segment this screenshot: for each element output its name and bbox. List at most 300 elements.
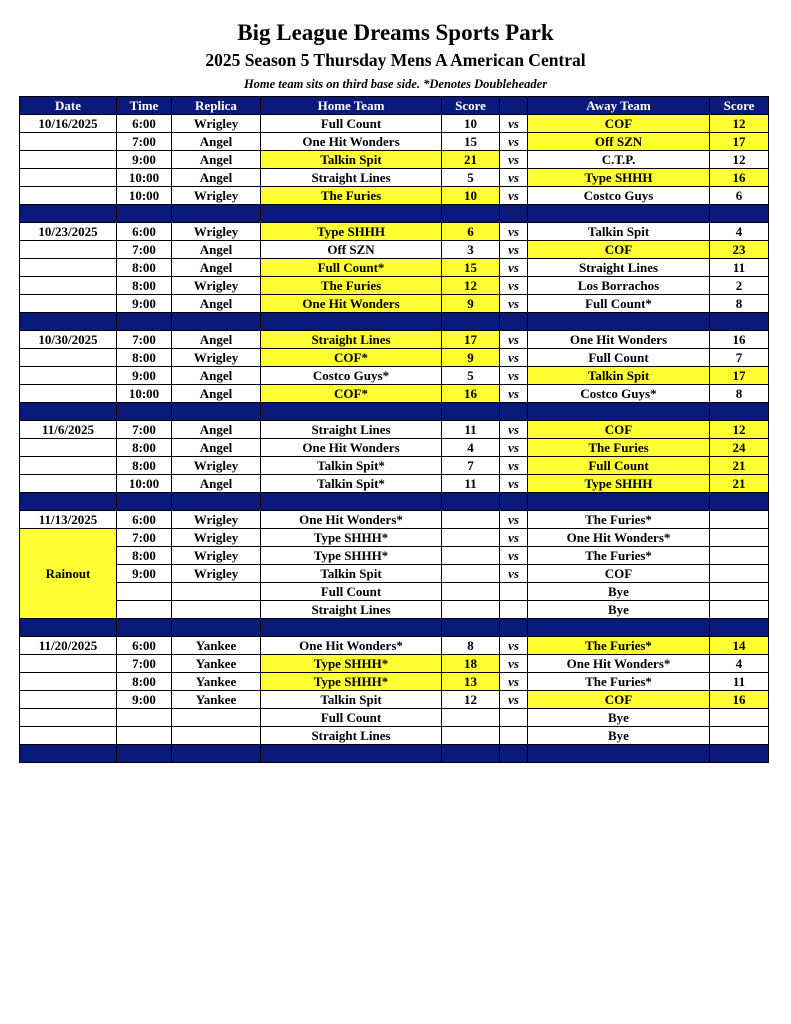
vs-label: vs bbox=[500, 277, 528, 295]
header-replica: Replica bbox=[172, 97, 261, 115]
game-date-empty bbox=[20, 277, 117, 295]
away-score bbox=[710, 727, 769, 745]
separator-cell bbox=[261, 745, 442, 763]
away-score: 12 bbox=[710, 151, 769, 169]
game-field: Angel bbox=[172, 133, 261, 151]
table-row bbox=[20, 583, 769, 601]
separator-cell bbox=[442, 745, 500, 763]
away-team: COF bbox=[528, 115, 710, 133]
table-header-row bbox=[20, 97, 769, 115]
home-team: One Hit Wonders bbox=[261, 439, 442, 457]
separator-cell bbox=[500, 205, 528, 223]
game-field: Angel bbox=[172, 259, 261, 277]
game-date-empty bbox=[20, 457, 117, 475]
separator-cell bbox=[710, 205, 769, 223]
away-score: 2 bbox=[710, 277, 769, 295]
table-row bbox=[20, 421, 769, 439]
home-team: Type SHHH bbox=[261, 223, 442, 241]
home-team: Straight Lines bbox=[261, 169, 442, 187]
away-team: Talkin Spit bbox=[528, 223, 710, 241]
away-score: 4 bbox=[710, 655, 769, 673]
game-time: 6:00 bbox=[117, 511, 172, 529]
home-team: Type SHHH* bbox=[261, 673, 442, 691]
away-score bbox=[710, 601, 769, 619]
header-home-team: Home Team bbox=[261, 97, 442, 115]
away-score: 23 bbox=[710, 241, 769, 259]
game-time: 10:00 bbox=[117, 385, 172, 403]
home-score: 8 bbox=[442, 637, 500, 655]
home-team: Talkin Spit bbox=[261, 151, 442, 169]
vs-label: vs bbox=[500, 259, 528, 277]
away-score: 12 bbox=[710, 421, 769, 439]
game-time: 7:00 bbox=[117, 133, 172, 151]
home-score: 15 bbox=[442, 133, 500, 151]
week-separator bbox=[20, 619, 769, 637]
game-date: 11/20/2025 bbox=[20, 637, 117, 655]
game-date-empty bbox=[20, 151, 117, 169]
away-team: Talkin Spit bbox=[528, 367, 710, 385]
separator-cell bbox=[442, 313, 500, 331]
home-score: 12 bbox=[442, 691, 500, 709]
away-team: Costco Guys* bbox=[528, 385, 710, 403]
game-time: 8:00 bbox=[117, 547, 172, 565]
game-time: 9:00 bbox=[117, 295, 172, 313]
game-field: Angel bbox=[172, 331, 261, 349]
home-score: 10 bbox=[442, 115, 500, 133]
separator-cell bbox=[117, 619, 172, 637]
home-team: Straight Lines bbox=[261, 601, 442, 619]
away-team: One Hit Wonders* bbox=[528, 529, 710, 547]
game-field: Wrigley bbox=[172, 277, 261, 295]
vs-label bbox=[500, 709, 528, 727]
away-team: Bye bbox=[528, 601, 710, 619]
home-team: One Hit Wonders bbox=[261, 133, 442, 151]
home-team: Full Count* bbox=[261, 259, 442, 277]
game-field bbox=[172, 583, 261, 601]
table-row bbox=[20, 655, 769, 673]
away-team: Full Count bbox=[528, 349, 710, 367]
game-field bbox=[172, 709, 261, 727]
home-score bbox=[442, 565, 500, 583]
home-team: COF* bbox=[261, 349, 442, 367]
table-row bbox=[20, 169, 769, 187]
separator-cell bbox=[500, 745, 528, 763]
home-team: Talkin Spit* bbox=[261, 475, 442, 493]
home-score: 10 bbox=[442, 187, 500, 205]
header-away-score: Score bbox=[710, 97, 769, 115]
home-team: The Furies bbox=[261, 187, 442, 205]
vs-label bbox=[500, 583, 528, 601]
away-team: The Furies* bbox=[528, 547, 710, 565]
game-time: 8:00 bbox=[117, 673, 172, 691]
table-row bbox=[20, 385, 769, 403]
game-field: Wrigley bbox=[172, 547, 261, 565]
game-time bbox=[117, 709, 172, 727]
game-time: 8:00 bbox=[117, 259, 172, 277]
game-time: 9:00 bbox=[117, 691, 172, 709]
home-team: Full Count bbox=[261, 583, 442, 601]
separator-cell bbox=[117, 493, 172, 511]
away-score: 8 bbox=[710, 295, 769, 313]
vs-label: vs bbox=[500, 115, 528, 133]
separator-cell bbox=[528, 313, 710, 331]
separator-cell bbox=[710, 313, 769, 331]
home-team: Off SZN bbox=[261, 241, 442, 259]
vs-label: vs bbox=[500, 637, 528, 655]
away-score bbox=[710, 511, 769, 529]
home-team: Full Count bbox=[261, 709, 442, 727]
vs-label: vs bbox=[500, 475, 528, 493]
vs-label: vs bbox=[500, 349, 528, 367]
vs-label: vs bbox=[500, 421, 528, 439]
week-separator bbox=[20, 205, 769, 223]
home-score bbox=[442, 529, 500, 547]
separator-cell bbox=[20, 745, 117, 763]
game-field: Wrigley bbox=[172, 349, 261, 367]
game-date-empty bbox=[20, 295, 117, 313]
vs-label: vs bbox=[500, 187, 528, 205]
week-separator bbox=[20, 313, 769, 331]
page-title: Big League Dreams Sports Park bbox=[237, 20, 554, 45]
game-field: Angel bbox=[172, 421, 261, 439]
table-row bbox=[20, 529, 769, 547]
separator-cell bbox=[117, 313, 172, 331]
away-team: Full Count* bbox=[528, 295, 710, 313]
separator-cell bbox=[172, 313, 261, 331]
header-away-team: Away Team bbox=[528, 97, 710, 115]
home-score: 9 bbox=[442, 295, 500, 313]
separator-cell bbox=[261, 403, 442, 421]
home-score: 11 bbox=[442, 475, 500, 493]
home-score bbox=[442, 727, 500, 745]
away-score: 17 bbox=[710, 133, 769, 151]
away-team: Los Borrachos bbox=[528, 277, 710, 295]
game-time bbox=[117, 727, 172, 745]
vs-label: vs bbox=[500, 547, 528, 565]
away-score: 8 bbox=[710, 385, 769, 403]
game-time: 8:00 bbox=[117, 277, 172, 295]
header-home-score: Score bbox=[442, 97, 500, 115]
home-score: 15 bbox=[442, 259, 500, 277]
game-date-empty bbox=[20, 655, 117, 673]
game-time: 7:00 bbox=[117, 331, 172, 349]
table-row bbox=[20, 457, 769, 475]
game-date-empty bbox=[20, 475, 117, 493]
away-score: 24 bbox=[710, 439, 769, 457]
game-field: Wrigley bbox=[172, 115, 261, 133]
away-score: 11 bbox=[710, 673, 769, 691]
home-score bbox=[442, 601, 500, 619]
game-time: 9:00 bbox=[117, 565, 172, 583]
home-team: Type SHHH* bbox=[261, 529, 442, 547]
game-date-empty bbox=[20, 241, 117, 259]
game-field: Angel bbox=[172, 169, 261, 187]
separator-cell bbox=[500, 493, 528, 511]
home-team: Talkin Spit* bbox=[261, 457, 442, 475]
vs-label: vs bbox=[500, 565, 528, 583]
table-row bbox=[20, 367, 769, 385]
separator-cell bbox=[500, 403, 528, 421]
away-score bbox=[710, 583, 769, 601]
game-field: Yankee bbox=[172, 691, 261, 709]
game-date-empty bbox=[20, 133, 117, 151]
table-row bbox=[20, 601, 769, 619]
away-team: COF bbox=[528, 565, 710, 583]
separator-cell bbox=[20, 493, 117, 511]
away-score: 21 bbox=[710, 475, 769, 493]
game-time: 9:00 bbox=[117, 367, 172, 385]
rainout-badge: Rainout bbox=[20, 529, 117, 619]
separator-cell bbox=[117, 403, 172, 421]
game-time: 6:00 bbox=[117, 115, 172, 133]
game-time: 10:00 bbox=[117, 475, 172, 493]
away-score bbox=[710, 547, 769, 565]
vs-label: vs bbox=[500, 295, 528, 313]
separator-cell bbox=[20, 313, 117, 331]
separator-cell bbox=[172, 403, 261, 421]
vs-label: vs bbox=[500, 331, 528, 349]
home-score: 13 bbox=[442, 673, 500, 691]
home-team: Type SHHH* bbox=[261, 547, 442, 565]
away-score: 14 bbox=[710, 637, 769, 655]
schedule-body bbox=[20, 115, 769, 763]
home-team: Straight Lines bbox=[261, 727, 442, 745]
away-team: The Furies* bbox=[528, 637, 710, 655]
separator-cell bbox=[442, 205, 500, 223]
away-team: Type SHHH bbox=[528, 169, 710, 187]
vs-label bbox=[500, 727, 528, 745]
game-field: Yankee bbox=[172, 655, 261, 673]
home-team: Full Count bbox=[261, 115, 442, 133]
game-field: Angel bbox=[172, 475, 261, 493]
vs-label: vs bbox=[500, 367, 528, 385]
game-date-empty bbox=[20, 727, 117, 745]
away-team: Full Count bbox=[528, 457, 710, 475]
table-row bbox=[20, 439, 769, 457]
table-row bbox=[20, 565, 769, 583]
separator-cell bbox=[261, 493, 442, 511]
game-field: Angel bbox=[172, 439, 261, 457]
separator-cell bbox=[261, 205, 442, 223]
game-date: 10/30/2025 bbox=[20, 331, 117, 349]
vs-label: vs bbox=[500, 673, 528, 691]
game-date-empty bbox=[20, 187, 117, 205]
game-date: 11/13/2025 bbox=[20, 511, 117, 529]
home-team: One Hit Wonders* bbox=[261, 511, 442, 529]
game-time bbox=[117, 601, 172, 619]
separator-cell bbox=[710, 493, 769, 511]
table-row bbox=[20, 331, 769, 349]
game-field: Wrigley bbox=[172, 511, 261, 529]
away-score bbox=[710, 529, 769, 547]
game-date: 10/16/2025 bbox=[20, 115, 117, 133]
game-date-empty bbox=[20, 349, 117, 367]
game-field bbox=[172, 727, 261, 745]
home-score: 4 bbox=[442, 439, 500, 457]
home-score bbox=[442, 709, 500, 727]
separator-cell bbox=[710, 745, 769, 763]
away-team: C.T.P. bbox=[528, 151, 710, 169]
away-team: Bye bbox=[528, 727, 710, 745]
table-row bbox=[20, 259, 769, 277]
game-date-empty bbox=[20, 259, 117, 277]
separator-cell bbox=[117, 205, 172, 223]
table-row bbox=[20, 151, 769, 169]
separator-cell bbox=[500, 619, 528, 637]
table-row bbox=[20, 547, 769, 565]
separator-cell bbox=[528, 745, 710, 763]
vs-label: vs bbox=[500, 439, 528, 457]
away-score: 21 bbox=[710, 457, 769, 475]
table-row bbox=[20, 241, 769, 259]
away-score: 11 bbox=[710, 259, 769, 277]
table-row bbox=[20, 673, 769, 691]
vs-label: vs bbox=[500, 241, 528, 259]
home-team: Type SHHH* bbox=[261, 655, 442, 673]
away-team: Straight Lines bbox=[528, 259, 710, 277]
separator-cell bbox=[172, 745, 261, 763]
vs-label: vs bbox=[500, 511, 528, 529]
table-row bbox=[20, 295, 769, 313]
game-time: 6:00 bbox=[117, 223, 172, 241]
home-score: 3 bbox=[442, 241, 500, 259]
table-row bbox=[20, 475, 769, 493]
away-score: 4 bbox=[710, 223, 769, 241]
separator-cell bbox=[172, 205, 261, 223]
separator-cell bbox=[528, 493, 710, 511]
away-score: 16 bbox=[710, 169, 769, 187]
game-field: Wrigley bbox=[172, 565, 261, 583]
separator-cell bbox=[528, 205, 710, 223]
home-score: 5 bbox=[442, 367, 500, 385]
home-score: 12 bbox=[442, 277, 500, 295]
game-time: 7:00 bbox=[117, 241, 172, 259]
header-time: Time bbox=[117, 97, 172, 115]
home-score: 17 bbox=[442, 331, 500, 349]
vs-label: vs bbox=[500, 169, 528, 187]
home-score: 7 bbox=[442, 457, 500, 475]
game-field: Wrigley bbox=[172, 457, 261, 475]
home-team: Costco Guys* bbox=[261, 367, 442, 385]
away-score bbox=[710, 709, 769, 727]
separator-cell bbox=[710, 403, 769, 421]
game-time: 10:00 bbox=[117, 187, 172, 205]
away-team: The Furies bbox=[528, 439, 710, 457]
separator-cell bbox=[442, 493, 500, 511]
game-time: 7:00 bbox=[117, 421, 172, 439]
vs-label: vs bbox=[500, 223, 528, 241]
away-team: Type SHHH bbox=[528, 475, 710, 493]
home-team: The Furies bbox=[261, 277, 442, 295]
schedule-table bbox=[19, 96, 769, 763]
separator-cell bbox=[20, 403, 117, 421]
game-time: 8:00 bbox=[117, 457, 172, 475]
week-separator bbox=[20, 745, 769, 763]
week-separator bbox=[20, 493, 769, 511]
vs-label: vs bbox=[500, 691, 528, 709]
home-team: One Hit Wonders bbox=[261, 295, 442, 313]
game-date-empty bbox=[20, 169, 117, 187]
home-score: 6 bbox=[442, 223, 500, 241]
game-field: Angel bbox=[172, 367, 261, 385]
table-row bbox=[20, 115, 769, 133]
separator-cell bbox=[261, 619, 442, 637]
home-score bbox=[442, 511, 500, 529]
away-score: 12 bbox=[710, 115, 769, 133]
away-team: The Furies* bbox=[528, 673, 710, 691]
home-score: 18 bbox=[442, 655, 500, 673]
away-team: One Hit Wonders* bbox=[528, 655, 710, 673]
game-time: 8:00 bbox=[117, 439, 172, 457]
separator-cell bbox=[442, 403, 500, 421]
vs-label: vs bbox=[500, 385, 528, 403]
away-team: Bye bbox=[528, 709, 710, 727]
away-team: COF bbox=[528, 691, 710, 709]
vs-label bbox=[500, 601, 528, 619]
game-date-empty bbox=[20, 673, 117, 691]
table-row bbox=[20, 637, 769, 655]
away-team: COF bbox=[528, 241, 710, 259]
game-date-empty bbox=[20, 709, 117, 727]
game-field: Wrigley bbox=[172, 187, 261, 205]
game-time: 7:00 bbox=[117, 529, 172, 547]
table-row bbox=[20, 727, 769, 745]
separator-cell bbox=[20, 205, 117, 223]
away-score bbox=[710, 565, 769, 583]
away-score: 6 bbox=[710, 187, 769, 205]
game-date-empty bbox=[20, 385, 117, 403]
separator-cell bbox=[710, 619, 769, 637]
game-date-empty bbox=[20, 367, 117, 385]
away-score: 16 bbox=[710, 691, 769, 709]
game-field: Angel bbox=[172, 295, 261, 313]
schedule-note: Home team sits on third base side. *Denotes Doubleheader bbox=[243, 77, 548, 91]
home-team: Talkin Spit bbox=[261, 691, 442, 709]
home-score: 5 bbox=[442, 169, 500, 187]
home-team: Straight Lines bbox=[261, 421, 442, 439]
home-score: 21 bbox=[442, 151, 500, 169]
away-score: 7 bbox=[710, 349, 769, 367]
game-field: Wrigley bbox=[172, 529, 261, 547]
game-field: Wrigley bbox=[172, 223, 261, 241]
home-team: COF* bbox=[261, 385, 442, 403]
table-row bbox=[20, 187, 769, 205]
week-separator bbox=[20, 403, 769, 421]
separator-cell bbox=[528, 619, 710, 637]
table-row bbox=[20, 511, 769, 529]
away-team: The Furies* bbox=[528, 511, 710, 529]
vs-label: vs bbox=[500, 457, 528, 475]
game-date: 10/23/2025 bbox=[20, 223, 117, 241]
home-team: Straight Lines bbox=[261, 331, 442, 349]
game-time bbox=[117, 583, 172, 601]
game-time: 10:00 bbox=[117, 169, 172, 187]
game-field: Angel bbox=[172, 385, 261, 403]
game-field: Angel bbox=[172, 241, 261, 259]
separator-cell bbox=[117, 745, 172, 763]
away-score: 16 bbox=[710, 331, 769, 349]
home-score: 9 bbox=[442, 349, 500, 367]
vs-label: vs bbox=[500, 133, 528, 151]
game-field bbox=[172, 601, 261, 619]
home-score bbox=[442, 547, 500, 565]
game-date: 11/6/2025 bbox=[20, 421, 117, 439]
game-time: 8:00 bbox=[117, 349, 172, 367]
game-field: Angel bbox=[172, 151, 261, 169]
table-row bbox=[20, 709, 769, 727]
header-date: Date bbox=[20, 97, 117, 115]
home-score: 11 bbox=[442, 421, 500, 439]
